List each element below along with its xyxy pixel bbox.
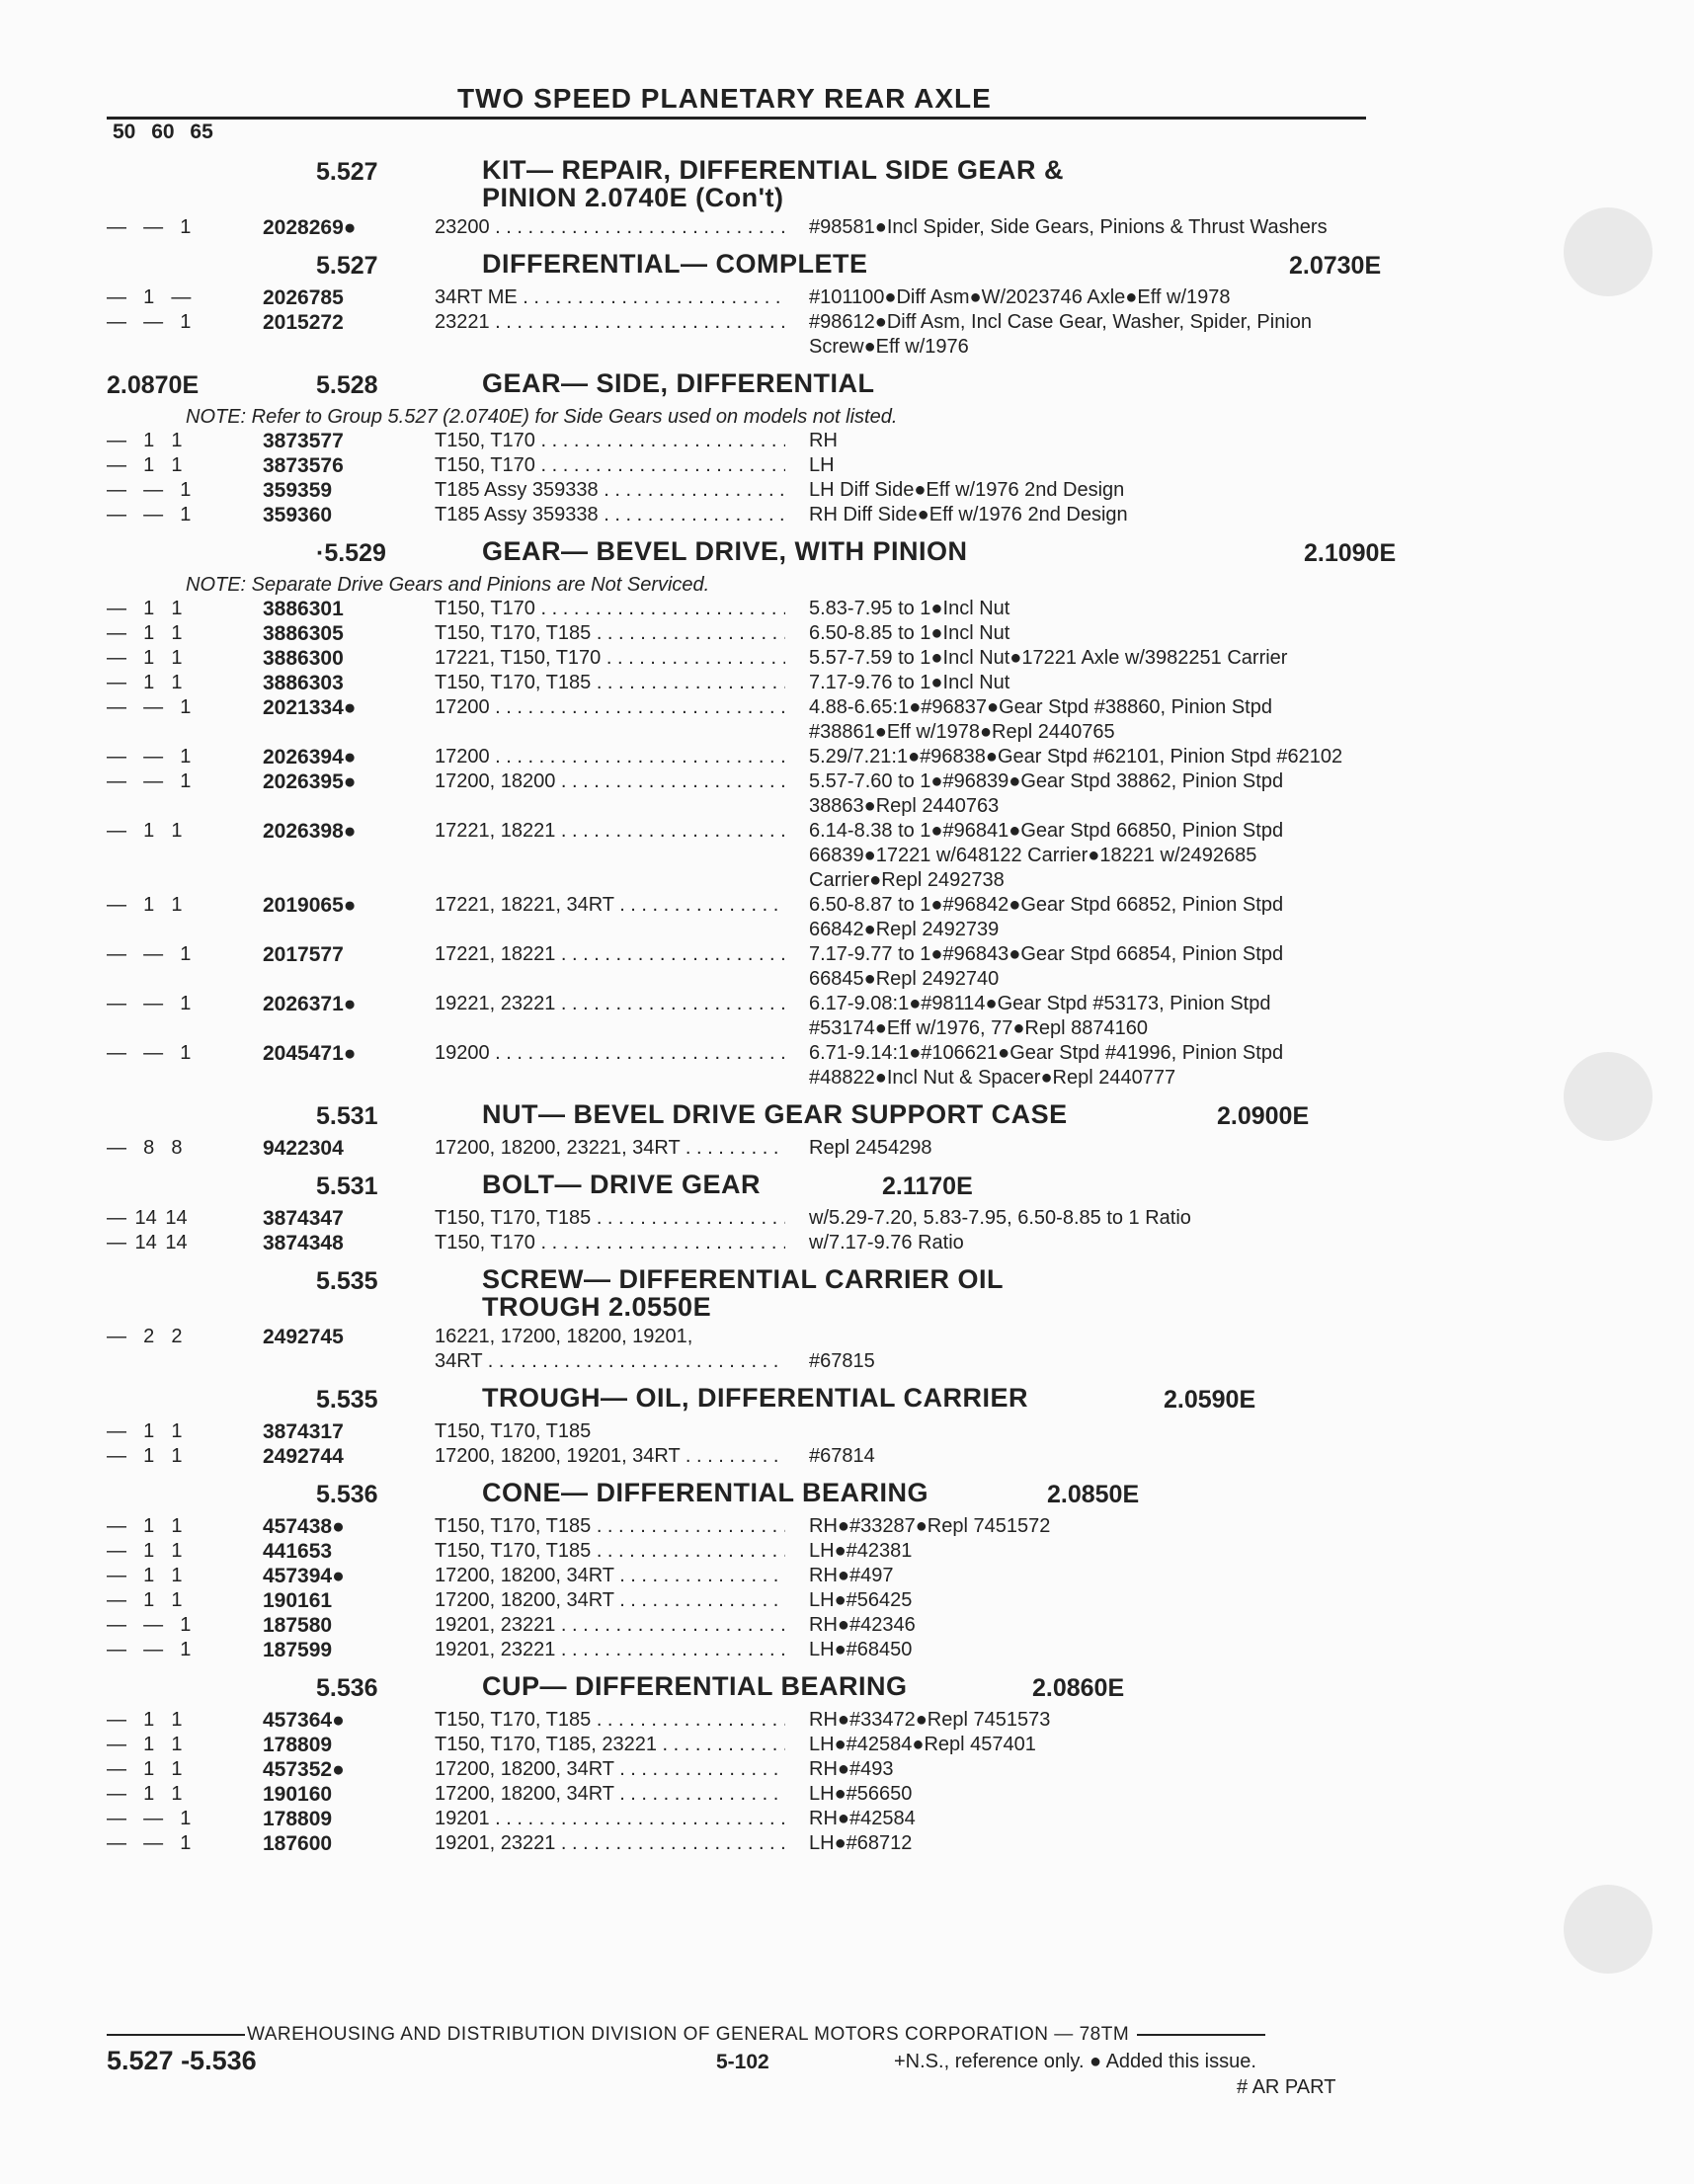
model-list: 17221, 18221 . . . [435,942,785,967]
section-description: BOLT— DRIVE GEAR [482,1170,762,1199]
quantity-by-model: — 1 — [107,286,192,308]
part-number: 457364● [263,1709,345,1732]
model-list: T150, T170, T185 . . . [435,1206,785,1231]
model-list: T150, T170, T185 . . . [435,1539,785,1564]
section-description: NUT— BEVEL DRIVE GEAR SUPPORT CASE [482,1099,1068,1129]
part-row [107,1514,1381,1539]
part-number: 2028269● [263,216,357,239]
parts-section [107,535,1397,1091]
part-row [107,1613,1381,1638]
parts-section [107,1477,1381,1662]
quantity-by-model: — 1 1 [107,672,183,693]
part-number: 3874317 [263,1420,344,1443]
part-remarks: RH Diff Side●Eff w/1976 2nd Design [809,504,1128,526]
part-number: 187599 [263,1639,333,1661]
part-remarks: RH●#33472●Repl 7451573 [809,1709,1051,1731]
part-remarks: RH●#42346 [809,1614,916,1636]
model-list: 34RT ME . . . [435,285,785,310]
part-row [107,769,1381,819]
model-list: T150, T170, T185 . . . [435,621,785,646]
section-note: NOTE: Refer to Group 5.527 (2.0740E) for Side Gears used on models not listed. [186,406,898,428]
model-list: 19201, 23221 . . . [435,1613,785,1638]
model-list: T185 Assy 359338 . . . [435,478,785,503]
footer-group-range: 5.527 -5.536 [107,2046,257,2075]
model-list: T150, T170, T185 [435,1420,592,1442]
part-remarks: LH●#56650 [809,1783,913,1805]
footer-page-number: 5-102 [716,2051,769,2073]
part-number: 3886305 [263,622,344,645]
part-number: 2026371● [263,993,357,1015]
part-row [107,1638,1381,1662]
model-list: T150, T170 . . . [435,429,785,453]
quantity-by-model: — — 1 [107,993,192,1014]
part-number: 178809 [263,1734,333,1756]
section-description: CONE— DIFFERENTIAL BEARING [482,1478,929,1507]
part-remarks: 6.50-8.87 to 1●#96842●Gear Stpd 66852, Pinion Stpd 66842●Repl 2492739 [809,894,1284,940]
part-number: 2026785 [263,286,344,309]
part-remarks: 6.14-8.38 to 1●#96841●Gear Stpd 66850, Pinion Stpd 66839●17221 w/648122 Carrier●18221 w/2492685 Carrier●Repl 2492738 [809,820,1284,891]
model-list: 19201, 23221 . . . [435,1831,785,1856]
section-description: GEAR— SIDE, DIFFERENTIAL [482,368,875,398]
section-header [107,248,1381,285]
model-list: 34RT . . . [435,1349,785,1374]
footer-division-text: WAREHOUSING AND DISTRIBUTION DIVISION OF GENERAL MOTORS CORPORATION — 78TM [247,2024,1130,2045]
section-header [107,1477,1381,1514]
part-number: 2017577 [263,943,344,966]
quantity-by-model: — 1 1 [107,1540,183,1562]
parts-listing [107,146,1397,1856]
quantity-by-model: — — 1 [107,1808,192,1829]
group-number: 5.528 [316,371,378,399]
section-code: 2.0850E [1047,1481,1140,1508]
part-remarks: 5.83-7.95 to 1●Incl Nut [809,598,1010,619]
model-list: 17200, 18200, 19201, 34RT . . . [435,1444,785,1469]
quantity-by-model: — — 1 [107,943,192,965]
part-number: 359360 [263,504,333,526]
model-list: 17200, 18200 . . . [435,769,785,794]
part-row [107,671,1381,695]
binder-hole-3 [1564,1885,1653,1974]
model-list: 17200, 18200, 34RT . . . [435,1782,785,1807]
part-remarks: RH●#42584 [809,1808,916,1829]
model-list: 23221 . . . [435,310,785,335]
footer-rule-left [107,2034,245,2036]
quantity-by-model: — 1 1 [107,1783,183,1805]
part-number: 178809 [263,1808,333,1830]
parts-section [107,1263,1381,1374]
part-remarks: w/7.17-9.76 Ratio [809,1232,964,1254]
model-list: 17221, 18221 . . . [435,819,785,844]
title-rule [107,117,1366,120]
part-remarks: w/5.29-7.20, 5.83-7.95, 6.50-8.85 to 1 Ratio [809,1207,1191,1229]
part-number: 3886300 [263,647,344,670]
part-number: 3874347 [263,1207,344,1230]
quantity-by-model: — — 1 [107,479,192,501]
part-row [107,1349,1381,1374]
part-number: 2019065● [263,894,357,917]
part-remarks: Repl 2454298 [809,1137,932,1159]
section-note: NOTE: Separate Drive Gears and Pinions are Not Serviced. [186,574,710,596]
part-row [107,310,1381,360]
quantity-by-model: — 1 1 [107,454,183,476]
part-number: 190160 [263,1783,333,1806]
section-header [107,1382,1381,1419]
quantity-by-model: — 8 8 [107,1137,183,1159]
section-code: 2.1170E [882,1173,973,1200]
part-remarks: 7.17-9.77 to 1●#96843●Gear Stpd 66854, Pinion Stpd 66845●Repl 2492740 [809,943,1284,990]
section-header [107,367,1381,405]
part-remarks: #98612●Diff Asm, Incl Case Gear, Washer, Spider, Pinion Screw●Eff w/1976 [809,311,1313,358]
part-row [107,1325,1381,1349]
quantity-by-model: — 1 1 [107,647,183,669]
part-remarks: LH●#42381 [809,1540,913,1562]
quantity-by-model: — — 1 [107,1614,192,1636]
part-remarks: 7.17-9.76 to 1●Incl Nut [809,672,1010,693]
part-number: 2492744 [263,1445,344,1468]
quantity-by-model: — 1 1 [107,430,183,451]
part-remarks: RH●#497 [809,1565,894,1586]
quantity-by-model: — — 1 [107,1832,192,1854]
quantity-by-model: — 1 1 [107,1445,183,1467]
group-number: 5.535 [316,1267,378,1295]
part-row [107,745,1381,769]
section-code: 2.1090E [1304,539,1397,567]
model-list: T150, T170, T185 . . . [435,1708,785,1733]
model-list: 17200, 18200, 34RT . . . [435,1588,785,1613]
quantity-by-model: — 1 1 [107,1589,183,1611]
part-number: 190161 [263,1589,333,1612]
model-list: 19201 . . . [435,1807,785,1831]
part-row [107,1757,1381,1782]
section-code: 2.0860E [1032,1674,1125,1702]
part-row [107,429,1381,453]
model-list: 16221, 17200, 18200, 19201, [435,1326,693,1347]
model-list: T150, T170, T185, 23221 . . . [435,1733,785,1757]
part-row [107,1231,1381,1255]
part-number: 3873576 [263,454,344,477]
quantity-by-model: — — 1 [107,746,192,768]
part-remarks: LH●#42584●Repl 457401 [809,1734,1036,1755]
model-list: T150, T170, T185 . . . [435,671,785,695]
quantity-by-model: — — 1 [107,216,192,238]
part-row [107,1419,1381,1444]
part-number: 9422304 [263,1137,344,1160]
model-list: 17221, 18221, 34RT . . . [435,893,785,918]
part-row [107,285,1381,310]
part-remarks: LH●#68450 [809,1639,913,1660]
model-list: 17200, 18200, 23221, 34RT . . . [435,1136,785,1161]
part-row [107,992,1381,1041]
part-row [107,597,1381,621]
part-row [107,1733,1381,1757]
part-row [107,1136,1381,1161]
parts-section [107,1098,1381,1161]
section-description: SCREW— DIFFERENTIAL CARRIER OIL TROUGH 2.0550E [482,1264,1004,1322]
quantity-by-model: — 1 1 [107,1709,183,1731]
part-row [107,478,1381,503]
page-title: TWO SPEED PLANETARY REAR AXLE [457,83,992,114]
part-row [107,942,1381,992]
quantity-by-model: — — 1 [107,311,192,333]
quantity-by-model: — 1 1 [107,598,183,619]
part-number: 2026395● [263,770,357,793]
part-row [107,453,1381,478]
footer-rule-right [1137,2034,1265,2036]
part-number: 359359 [263,479,333,502]
model-list: T150, T170, T185 . . . [435,1514,785,1539]
model-list: 17200 . . . [435,745,785,769]
section-header [107,1169,1381,1206]
model-list: 19200 . . . [435,1041,785,1066]
part-remarks: #98581●Incl Spider, Side Gears, Pinions & Thrust Washers [809,216,1328,238]
part-remarks: RH [809,430,838,451]
group-number: 5.527 [316,158,378,186]
quantity-by-model: — — 1 [107,770,192,792]
footer-legend: +N.S., reference only. ● Added this issue. [894,2051,1256,2072]
model-list: 17200, 18200, 34RT . . . [435,1564,785,1588]
part-number: 457394● [263,1565,345,1587]
section-code: 2.0870E [107,371,200,399]
part-remarks: 5.57-7.60 to 1●#96839●Gear Stpd 38862, Pinion Stpd 38863●Repl 2440763 [809,770,1284,817]
section-code: 2.0900E [1217,1102,1310,1130]
section-header [107,1098,1381,1136]
part-number: 2492745 [263,1326,344,1348]
part-row [107,503,1381,527]
section-header [107,154,1381,215]
model-list: 17200 . . . [435,695,785,720]
part-remarks: 6.71-9.14:1●#106621●Gear Stpd #41996, Pinion Stpd #48822●Incl Nut & Spacer●Repl 2440777 [809,1042,1284,1089]
part-remarks: LH [809,454,835,476]
part-number: 187600 [263,1832,333,1855]
quantity-by-model: — 1 1 [107,820,183,842]
group-number: ·5.529 [316,539,386,567]
model-list: 19221, 23221 . . . [435,992,785,1016]
part-row [107,215,1381,240]
part-row [107,1807,1381,1831]
part-remarks: 5.57-7.59 to 1●Incl Nut●17221 Axle w/3982251 Carrier [809,647,1288,669]
part-number: 3886301 [263,598,344,620]
model-list: 17221, T150, T170 . . . [435,646,785,671]
part-number: 2026398● [263,820,357,843]
parts-section [107,1670,1381,1856]
model-list: T185 Assy 359338 . . . [435,503,785,527]
quantity-by-model: — 1 1 [107,1565,183,1586]
model-list: T150, T170 . . . [435,453,785,478]
part-remarks: 4.88-6.65:1●#96837●Gear Stpd #38860, Pinion Stpd #38861●Eff w/1978●Repl 2440765 [809,696,1272,743]
binder-hole-1 [1564,207,1653,296]
group-number: 5.536 [316,1481,378,1508]
quantity-by-model: — 1 1 [107,1758,183,1780]
part-number: 457352● [263,1758,345,1781]
group-number: 5.536 [316,1674,378,1702]
quantity-by-model: — — 1 [107,696,192,718]
parts-section [107,1382,1381,1469]
section-header [107,1263,1381,1325]
part-row [107,893,1381,942]
part-remarks: #67814 [809,1445,875,1467]
section-code: 2.0730E [1289,252,1382,280]
group-number: 5.531 [316,1173,378,1200]
section-description: TROUGH— OIL, DIFFERENTIAL CARRIER [482,1383,1028,1413]
parts-section [107,367,1381,527]
section-description: KIT— REPAIR, DIFFERENTIAL SIDE GEAR & PINION 2.0740E (Con't) [482,155,1065,212]
model-list: T150, T170 . . . [435,597,785,621]
part-number: 457438● [263,1515,345,1538]
quantity-by-model: — 1 1 [107,894,183,916]
part-remarks: 6.50-8.85 to 1●Incl Nut [809,622,1010,644]
model-list: T150, T170 . . . [435,1231,785,1255]
part-row [107,1708,1381,1733]
group-number: 5.531 [316,1102,378,1130]
part-remarks: 6.17-9.08:1●#98114●Gear Stpd #53173, Pinion Stpd #53174●Eff w/1976, 77●Repl 8874160 [809,993,1271,1039]
part-row [107,1444,1381,1469]
part-remarks: #101100●Diff Asm●W/2023746 Axle●Eff w/1978 [809,286,1231,308]
model-list: 23200 . . . [435,215,785,240]
binder-hole-2 [1564,1052,1653,1141]
part-row [107,819,1381,893]
part-row [107,646,1381,671]
part-remarks: LH●#68712 [809,1832,913,1854]
group-number: 5.535 [316,1386,378,1414]
quantity-by-model: — 2 2 [107,1326,183,1347]
part-row [107,1041,1381,1091]
part-number: 2026394● [263,746,357,768]
parts-section [107,154,1381,240]
part-number: 2015272 [263,311,344,334]
model-list: 19201, 23221 . . . [435,1638,785,1662]
section-header [107,535,1397,573]
part-remarks: RH●#493 [809,1758,894,1780]
part-row [107,621,1381,646]
part-remarks: LH Diff Side●Eff w/1976 2nd Design [809,479,1125,501]
quantity-by-model: — 14 14 [107,1232,188,1254]
model-year-columns: 50 60 65 [113,121,213,143]
quantity-by-model: — 1 1 [107,1515,183,1537]
part-remarks: 5.29/7.21:1●#96838●Gear Stpd #62101, Pinion Stpd #62102 [809,746,1343,768]
part-remarks: RH●#33287●Repl 7451572 [809,1515,1051,1537]
parts-section [107,1169,1381,1255]
part-row [107,695,1381,745]
part-row [107,1831,1381,1856]
model-list: 17200, 18200, 34RT . . . [435,1757,785,1782]
part-row [107,1564,1381,1588]
section-header [107,1670,1381,1708]
group-number: 5.527 [316,252,378,280]
part-remarks: #67815 [809,1350,875,1372]
quantity-by-model: — — 1 [107,1639,192,1660]
part-number: 187580 [263,1614,333,1637]
part-remarks: LH●#56425 [809,1589,913,1611]
quantity-by-model: — — 1 [107,1042,192,1064]
quantity-by-model: — 14 14 [107,1207,188,1229]
quantity-by-model: — 1 1 [107,622,183,644]
quantity-by-model: — — 1 [107,504,192,526]
quantity-by-model: — 1 1 [107,1420,183,1442]
part-number: 3873577 [263,430,344,452]
part-row [107,1588,1381,1613]
section-code: 2.0590E [1164,1386,1256,1414]
part-number: 441653 [263,1540,333,1563]
footer-division [107,2024,1366,2046]
footer-ar-part: # AR PART [1237,2076,1336,2098]
section-description: GEAR— BEVEL DRIVE, WITH PINION [482,536,968,566]
part-row [107,1206,1381,1231]
part-number: 3874348 [263,1232,344,1254]
parts-section [107,248,1381,360]
part-row [107,1539,1381,1564]
part-number: 2021334● [263,696,357,719]
part-number: 2045471● [263,1042,357,1065]
part-row [107,1782,1381,1807]
part-number: 3886303 [263,672,344,694]
quantity-by-model: — 1 1 [107,1734,183,1755]
section-description: DIFFERENTIAL— COMPLETE [482,249,868,279]
section-description: CUP— DIFFERENTIAL BEARING [482,1671,908,1701]
